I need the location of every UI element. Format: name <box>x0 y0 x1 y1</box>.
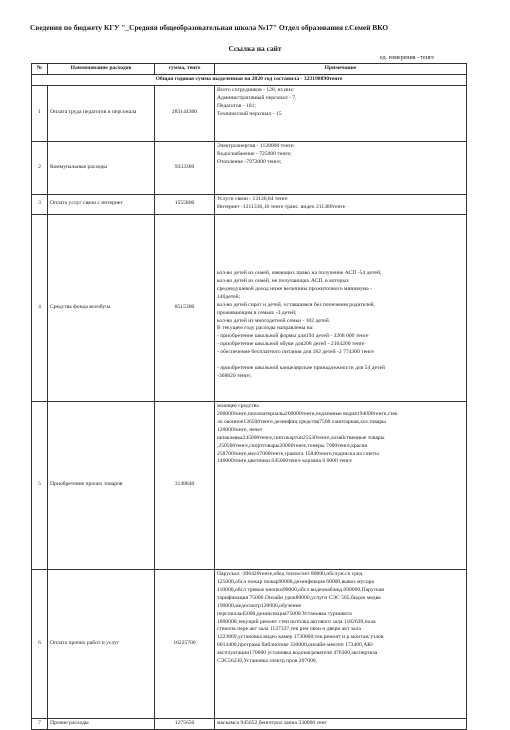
note-line: В текущем году расходы направлены на: <box>217 325 314 332</box>
expense-name: Оплата труда педагогов и персонала <box>48 85 155 141</box>
column-header-number: № <box>32 64 48 75</box>
note-line: - приобретение школьной обуви для208 детей - 2164200 тенге <box>217 341 365 348</box>
note-line: Педагогов - 101; <box>217 102 256 109</box>
note-line: 140детей; <box>217 293 241 300</box>
note-line: Интернет -1211336,16 тенге транс. видео 211380тенге <box>217 203 346 210</box>
note-line: 190000,медосмотр120000,обучение <box>217 602 302 609</box>
expense-note <box>215 214 467 401</box>
note-line: эксплуатации170000 установка водонагревателя 476300,экспертиза <box>217 650 378 657</box>
table-row <box>32 194 467 214</box>
units-note: ед. измерения - тенге <box>380 55 434 61</box>
note-line: Парускал -396420тенге,обед теплосчет 80000,обслуж.сч сред <box>217 570 363 577</box>
note-line: проживающим в семьях -3 детей; <box>217 309 297 316</box>
note-line: Административный персонал - 7, <box>217 94 297 101</box>
note-line: кол-во детей сирот и детей, оставшимся без попечения родителей, <box>217 301 376 308</box>
expense-amount: 16225700 <box>155 569 215 718</box>
expense-amount: 1275650 <box>155 718 215 729</box>
note-line: - приобретение школьной канцелярские принадлежности для 54 детей <box>217 365 385 372</box>
note-line: Отопление -7972000 тенге; <box>217 158 282 165</box>
note-line: 258700тенге,мел17000тенге,грамота 15840тенге,подписка на газеты <box>217 450 379 457</box>
expense-note <box>215 85 467 141</box>
column-header-name: Наименование расходов <box>48 64 155 75</box>
note-line: шпаклевка245000тенге,гипсокартон25530тенге,хозяйственные товары <box>217 434 385 441</box>
expense-note <box>215 569 467 718</box>
expense-amount: 1555800 <box>155 194 215 214</box>
note-line: СЭС56230,Установка электр пров 207000, <box>217 658 317 665</box>
expense-name: Средства фонда всеобуча <box>48 214 155 401</box>
row-number: 6 <box>32 569 48 718</box>
expense-note <box>215 401 467 569</box>
table-row <box>32 214 467 401</box>
note-line: моющее средства <box>217 402 259 409</box>
note-line: -368820 тенге; <box>217 373 252 380</box>
note-line: - обеспечение бесплатного питания для 182 детей -2 774300 тенге <box>217 349 374 356</box>
expense-name: Оплата прочих работ и услуг <box>48 569 155 718</box>
note-line: ,250500тенге,спорттовары20000тенге,тонеры 7000тенге,краски <box>217 442 368 449</box>
row-number: 7 <box>32 718 48 729</box>
row-number: 3 <box>32 194 48 214</box>
note-line: Всего сотрудников - 128, из них: <box>217 86 295 93</box>
note-line: стенопк пере акт зала 1127337,тек рем окон и двери акт зала <box>217 626 361 633</box>
column-header-amount: сумма, тенге <box>155 64 215 75</box>
row-number: 2 <box>32 141 48 194</box>
note-line: Водоснабжение - 725000 тенге; <box>217 150 292 157</box>
table-row <box>32 401 467 569</box>
note-line: 1800000,текущий ремонт стен потолка актового зала 1182628,пола <box>217 618 376 625</box>
note-line: 1223869,установка видео камер 1730000,тек.ремонт и р.монтаж узлов <box>217 634 384 641</box>
expense-note <box>215 194 467 214</box>
table-row <box>32 569 467 718</box>
note-line: Услуги связи - 13136,84 тенге <box>217 195 288 202</box>
note-line: среднедушевой доход ниже величины прожиточного минимума - <box>217 285 372 292</box>
table-row <box>32 718 467 729</box>
note-line: 125000,обсл пожар пожар90000,дезинфекция 60000,вывоз мусора <box>217 578 374 585</box>
expense-amount: 283144300 <box>155 85 215 141</box>
note-line: кол-во детей из семей, имеющих право на получение АСП -54 детей; <box>217 269 382 276</box>
note-line: 120000тенге, нечет <box>217 426 263 433</box>
row-number: 5 <box>32 401 48 569</box>
expense-name: Приобретение прочих товаров <box>48 401 155 569</box>
expense-amount: 9333300 <box>155 141 215 194</box>
note-line: маскамса 945652,бенгетрол запна 330000 тенг <box>217 719 327 726</box>
note-line: тарификация 75000.Онлайн урок80000,услуги СЭС 565,бидон медва <box>217 594 381 601</box>
expense-name: Прочие расходы <box>48 718 155 729</box>
row-number: 1 <box>32 85 48 141</box>
note-line: - приобретение школьной формы для194 детей - 3268 000 тенге <box>217 333 369 340</box>
expense-name: Коммунальные расходы <box>48 141 155 194</box>
expense-note <box>215 141 467 194</box>
document-title: Сведения по бюджету КГУ "_Средняя общеобразовательная школа №17" Отдел образования г.Семей ВКО <box>30 23 389 32</box>
note-line: ло оконное136500тенге,дезинфиц средства7500 санитарная,хоз.товары <box>217 418 386 425</box>
note-line: 6014400,програма библиотеке 330000,онлайн-мектеп 173400,АКт <box>217 642 374 649</box>
expense-note <box>215 718 467 729</box>
table-row <box>32 141 467 194</box>
expense-amount: 3148840 <box>155 401 215 569</box>
note-line: кол-во детей из многодетной семьи - 102 детей. <box>217 317 331 324</box>
expense-amount: 8515300 <box>155 214 215 401</box>
note-line: персонала45000,дезинсекция75000.Установка турникета <box>217 610 352 617</box>
document-subtitle: Ссылка на сайт <box>228 44 282 53</box>
expense-name: Оплата услуг связи с интернет <box>48 194 155 214</box>
note-line: 140000тенге,цветники 645000тенге корзина 6 0000 тенге <box>217 458 352 465</box>
column-header-note: Примечание <box>215 64 467 75</box>
note-line: кол-во детей из семей, не получающих АСП, в которых <box>217 277 349 284</box>
total-row: Общая годовая сумма выделенная на 2020 год составила - 323198890тенге <box>32 74 467 85</box>
row-number: 4 <box>32 214 48 401</box>
note-line: Технический персонал - 15 <box>217 110 282 117</box>
table-row <box>32 85 467 141</box>
note-line: Электроэнергия - 1128000 тенге; <box>217 142 295 149</box>
note-line: 200000тенге,пиломатериалы260000тенге,подземные водия194000тенге,стек <box>217 410 398 417</box>
note-line <box>217 357 464 365</box>
budget-table <box>31 63 467 730</box>
note-line: 110000,обсл тревож кнопки90000,обсл видеонаблюд.690000,Паруская <box>217 586 384 593</box>
